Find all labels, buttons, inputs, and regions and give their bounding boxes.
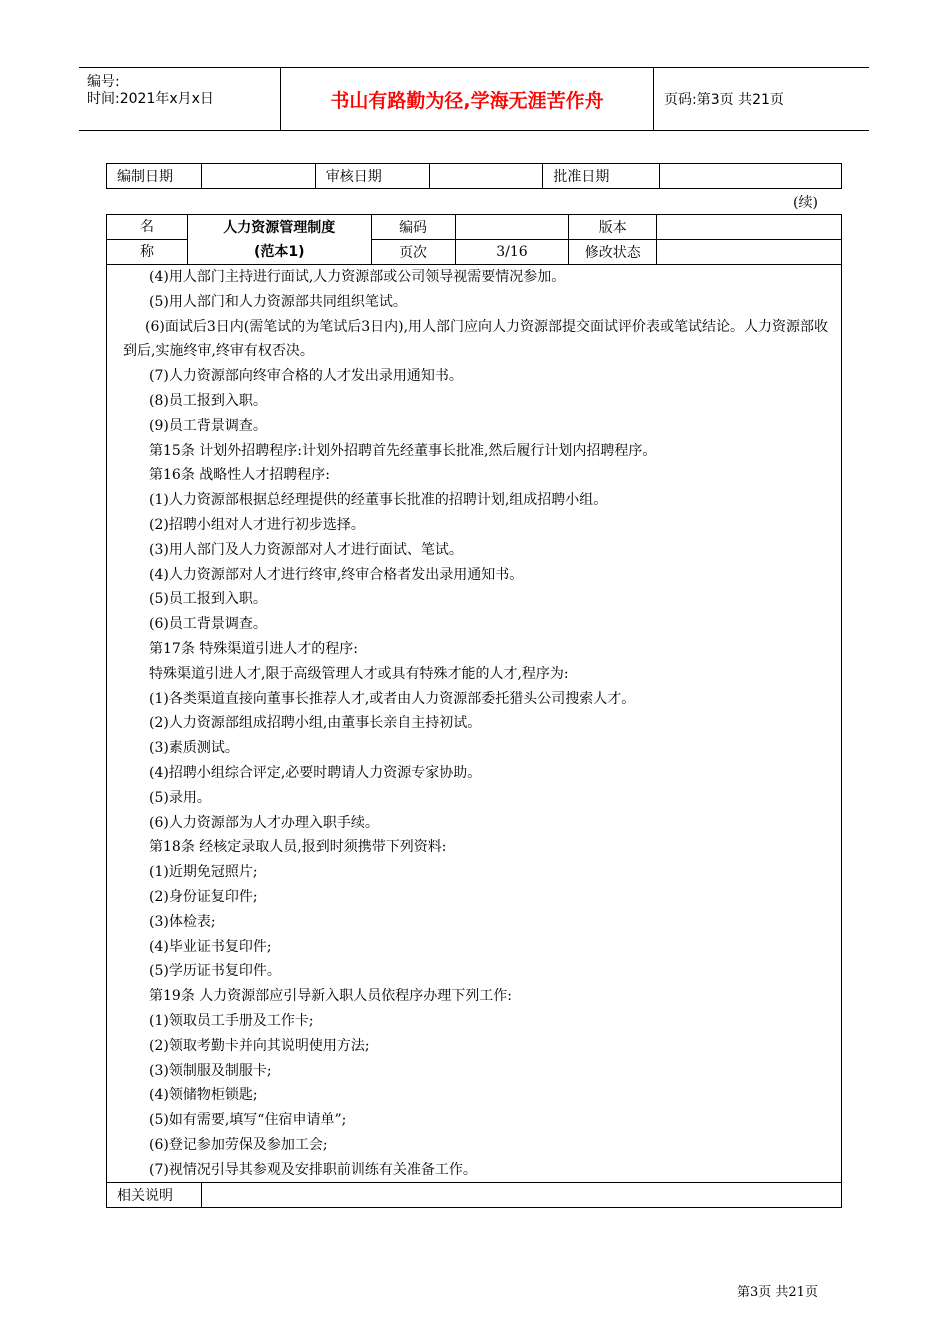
text-line: 第15条 计划外招聘程序:计划外招聘首先经董事长批准,然后履行计划内招聘程序。 [149, 442, 657, 459]
approve-date-value [660, 164, 842, 189]
version-label: 版本 [569, 215, 657, 240]
text-line: (5)学历证书复印件。 [149, 963, 281, 980]
text-line: (2)招聘小组对人才进行初步选择。 [149, 516, 365, 533]
text-line: (5)用人部门和人力资源部共同组织笔试。 [149, 293, 407, 310]
text-line: (8)员工报到入职。 [149, 392, 267, 409]
name-label-2: 称 [139, 244, 154, 260]
name-label-cell-2 [107, 240, 188, 265]
doc-time-label: 时间:2021年x月x日 [87, 91, 214, 107]
header-page-code: 页码:第3页 共21页 [664, 92, 784, 108]
continued-label: (续) [793, 195, 818, 211]
text-line: (4)领储物柜锁匙; [149, 1087, 258, 1104]
text-line: (5)员工报到入职。 [149, 591, 267, 608]
document-title [187, 215, 371, 265]
approve-date-label: 批准日期 [543, 164, 660, 189]
text-line: (3)素质测试。 [149, 740, 239, 757]
text-line: (7)视情况引导其参观及安排职前训练有关准备工作。 [149, 1161, 477, 1178]
text-line: (4)人力资源部对人才进行终审,终审合格者发出录用通知书。 [149, 566, 524, 583]
regulation-table [106, 214, 842, 1208]
related-notes-label: 相关说明 [107, 1183, 202, 1208]
text-line: (6)登记参加劳保及参加工会; [149, 1136, 328, 1153]
text-line: (1)近期免冠照片; [149, 864, 258, 881]
text-line: (2)身份证复印件; [149, 888, 258, 905]
review-date-label: 审核日期 [315, 164, 429, 189]
revision-value [657, 240, 842, 265]
page-label: 页次 [371, 240, 455, 265]
text-line: (1)各类渠道直接向董事长推荐人才,或者由人力资源部委托猎头公司搜索人才。 [149, 690, 636, 707]
text-line: (2)人力资源部组成招聘小组,由董事长亲自主持初试。 [149, 715, 482, 732]
header-info [79, 68, 281, 130]
text-line: 第16条 战略性人才招聘程序: [149, 467, 330, 484]
text-line: (2)领取考勤卡并向其说明使用方法; [149, 1037, 370, 1054]
text-line: 第17条 特殊渠道引进人才的程序: [149, 640, 358, 657]
page-footer: 第3页 共21页 [737, 1285, 818, 1300]
text-line: (4)招聘小组综合评定,必要时聘请人力资源专家协助。 [149, 764, 482, 781]
name-label: 名 [139, 219, 154, 235]
compile-date-value [201, 164, 315, 189]
text-line: 特殊渠道引进人才,限于高级管理人才或具有特殊才能的人才,程序为: [149, 665, 569, 682]
regulation-text [107, 265, 841, 1182]
title-line-1: 人力资源管理制度 [223, 219, 336, 236]
text-line: (4)用人部门主持进行面试,人力资源部或公司领导视需要情况参加。 [149, 269, 566, 285]
text-line: (6)面试后3日内(需笔试的为笔试后3日内),用人部门应向人力资源部提交面试评价表或笔试结论。人力资源部收到后,实施终审,终审有权否决。 [123, 318, 829, 360]
doc-number-label: 编号: [87, 74, 120, 90]
text-line: (3)用人部门及人力资源部对人才进行面试、笔试。 [149, 541, 463, 558]
header-motto: 书山有路勤为径,学海无涯苦作舟 [281, 68, 654, 130]
compile-date-label: 编制日期 [107, 164, 202, 189]
text-line: (3)体检表; [149, 913, 216, 930]
text-line: (4)毕业证书复印件; [149, 938, 272, 955]
text-line: (1)人力资源部根据总经理提供的经董事长批准的招聘计划,组成招聘小组。 [149, 492, 608, 509]
text-line: (5)如有需要,填写“住宿申请单”; [149, 1112, 347, 1129]
text-line: (9)员工背景调查。 [149, 417, 267, 434]
text-line: 第18条 经核定录取人员,报到时须携带下列资料: [149, 839, 447, 856]
content-cell [107, 265, 842, 1183]
version-value [657, 215, 842, 240]
approval-table [106, 163, 842, 189]
text-line: (5)录用。 [149, 789, 211, 806]
name-label-cell [107, 215, 188, 240]
page-header [79, 67, 869, 131]
text-line: (3)领制服及制服卡; [149, 1062, 272, 1079]
text-line: (6)员工背景调查。 [149, 616, 267, 633]
page-value: 3/16 [455, 240, 569, 265]
review-date-value [429, 164, 543, 189]
title-line-2: (范本1) [253, 243, 305, 260]
text-line: (6)人力资源部为人才办理入职手续。 [149, 814, 379, 831]
code-label: 编码 [371, 215, 455, 240]
text-line: (1)领取员工手册及工作卡; [149, 1012, 314, 1029]
text-line: 第19条 人力资源部应引导新入职人员依程序办理下列工作: [149, 988, 512, 1005]
related-notes-value [201, 1183, 841, 1208]
revision-label: 修改状态 [569, 240, 657, 265]
code-value [455, 215, 569, 240]
text-line: (7)人力资源部向终审合格的人才发出录用通知书。 [149, 368, 463, 385]
